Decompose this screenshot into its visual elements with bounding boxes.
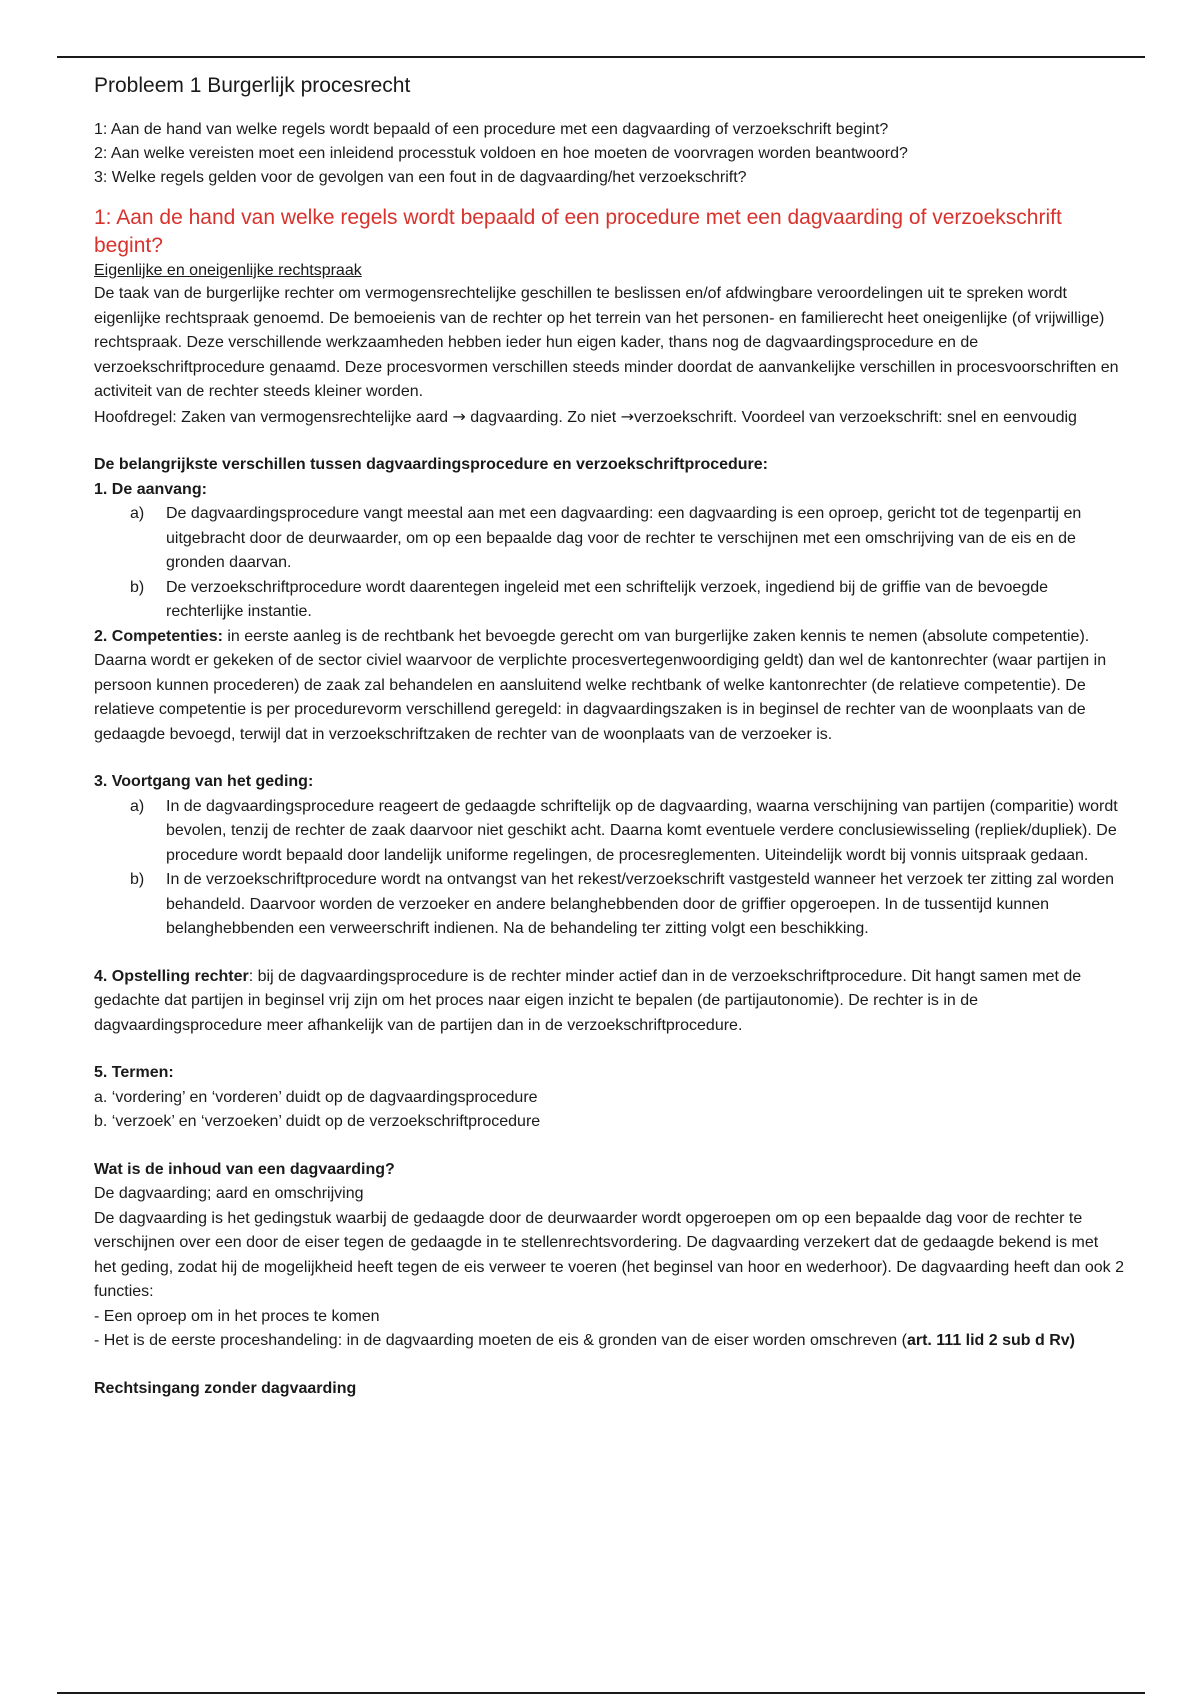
list-label: b): [130, 578, 145, 596]
question-2: 2: Aan welke vereisten moet een inleidend processtuk voldoen en hoe moeten de voorvragen worden beantwoord?: [94, 145, 908, 162]
functie-1: - Een oproep om in het proces te komen: [94, 1307, 380, 1325]
hoofdregel-part-b: dagvaarding. Zo niet: [470, 408, 617, 426]
document-title: Probleem 1 Burgerlijk procesrecht: [94, 74, 411, 97]
list-text: De verzoekschriftprocedure wordt daarentegen ingeleid met een schriftelijk verzoek, ingediend bij de griffie van de bevoegde rechterlijke instantie.: [166, 578, 1049, 620]
rechtsingang-heading: Rechtsingang zonder dagvaarding: [94, 1379, 357, 1397]
list-text: In de verzoekschriftprocedure wordt na ontvangst van het rekest/verzoekschrift vastgesteld wanneer het verzoek ter zitting zal worden behandeld. Daarvoor worden de verzoeker en andere belanghebbenden door de griffier opgeroepen. In de tussentijd kunnen belanghebbenden een verweerschrift indienen. Na de behandeling ter zitting volgt een beschikking.: [166, 871, 1115, 937]
list-item: [94, 868, 1124, 942]
bottom-rule: [57, 1692, 1145, 1694]
termen-a: a. ‘vordering’ en ‘vorderen’ duidt op de dagvaardingsprocedure: [94, 1088, 538, 1106]
competenties-label: 2. Competenties:: [94, 627, 223, 645]
section-1-heading: 1: Aan de hand van welke regels wordt bepaald of een procedure met een dagvaarding of verzoekschrift begint?: [94, 206, 1062, 257]
arrow-right-icon: →: [452, 406, 466, 426]
functie-2: [94, 1329, 1124, 1354]
hoofdregel-part-a: Hoofdregel: Zaken van vermogensrechtelijke aard: [94, 408, 448, 426]
top-rule: [57, 56, 1145, 58]
opstelling-text: : bij de dagvaardingsprocedure is de rechter minder actief dan in de verzoekschriftprocedure. Dit hangt samen met de gedachte dat partijen in beginsel vrij zijn om het proces naar eigen inzicht te bepalen (de partijautonomie). De rechter is in de dagvaardingsprocedure meer afhankelijk van de partijen dan in de verzoekschriftprocedure.: [94, 967, 1082, 1034]
competenties-text: in eerste aanleg is de rechtbank het bevoegde gerecht om van burgerlijke zaken kennis te nemen (absolute competentie). Daarna wordt er gekeken of de sector civiel waarvoor de verplichte procesvertegenwoordiging geldt) dan wel de kantonrechter (waar partijen in persoon kunnen procederen) de zaak zal behandelen en aansluitend welke rechtbank of welke kantonrechter (de relatieve competentie). De relatieve competentie is per procedurevorm verschillend geregeld: in dagvaardingszaken is in beginsel de rechter van de woonplaats van de gedaagde bevoegd, terwijl dat in verzoekschriftzaken de rechter van de woonplaats van de verzoeker is.: [94, 627, 1107, 743]
list-item: [94, 576, 1124, 625]
list-label: b): [130, 871, 145, 888]
document-page: [94, 74, 1124, 1401]
list-item: [94, 795, 1124, 869]
list-text: In de dagvaardingsprocedure reageert de gedaagde schriftelijk op de dagvaarding, waarna verschijning van partijen (comparitie) wordt bevolen, tenzij de rechter de zaak daarvoor niet geschikt acht. Daarna komt eventuele verdere conclusiewisseling (repliek/dupliek). De procedure wordt bepaald door landelijk uniforme regelingen, de procesreglementen. Uiteindelijk wordt bij vonnis uitspraak gedaan.: [166, 797, 1118, 864]
paragraph-opstelling: [94, 965, 1124, 1039]
inhoud-heading: Wat is de inhoud van een dagvaarding?: [94, 1160, 395, 1178]
subheading-rechtspraak: Eigenlijke en oneigenlijke rechtspraak: [94, 262, 362, 279]
verschillen-heading: De belangrijkste verschillen tussen dagvaardingsprocedure en verzoekschriftprocedure:: [94, 456, 769, 473]
paragraph-rechtspraak: De taak van de burgerlijke rechter om vermogensrechtelijke geschillen te beslissen en/of afdwingbare veroordelingen uit te spreken wordt eigenlijke rechtspraak genoemd. De bemoeienis van de rechter op het terrein van het personen- en familierecht heet oneigenlijke (of vrijwillige) rechtspraak. Deze verschillende werkzaamheden hebben ieder hun eigen kader, thans nog de dagvaardingsprocedure en de verzoekschriftprocedure genaamd. Deze procesvormen verschillen steeds minder doordat de aanvankelijke verschillen in procesvoorschriften en activiteit van de rechter steeds kleiner worden.: [94, 285, 1119, 400]
functie-2-reference: art. 111 lid 2 sub d Rv): [906, 1332, 1075, 1349]
list-label: a): [130, 505, 145, 522]
question-3: 3: Welke regels gelden voor de gevolgen van een fout in de dagvaarding/het verzoekschrift?: [94, 169, 747, 186]
question-list: [94, 118, 1124, 190]
paragraph-competenties: [94, 625, 1124, 748]
arrow-right-icon: →: [620, 406, 635, 426]
functie-2-text: - Het is de eerste proceshandeling: in de dagvaarding moeten de eis & gronden van de eiser worden omschreven (: [94, 1332, 907, 1349]
paragraph-hoofdregel: [94, 405, 1124, 431]
list-item: [94, 502, 1124, 576]
opstelling-label: 4. Opstelling rechter: [94, 967, 249, 985]
list-text: De dagvaardingsprocedure vangt meestal aan met een dagvaarding: een dagvaarding is een oproep, gericht tot de tegenpartij en uitgebracht door de deurwaarder, om op een bepaalde dag voor de rechter te verschijnen met een omschrijving van de eis en de gronden daarvan.: [166, 505, 1082, 571]
paragraph-inhoud: De dagvaarding is het gedingstuk waarbij de gedaagde door de deurwaarder wordt opgeroepen om op een bepaalde dag voor de rechter te verschijnen over een door de eiser tegen de gedaagde in te stellenrechtsvordering. De dagvaarding verzekert dat de gedaagde bekend is met het geding, zodat hij de mogelijkheid heeft tegen de eis verweer te voeren (het beginsel van hoor en wederhoor). De dagvaarding heeft dan ook 2 functies:: [94, 1209, 1125, 1300]
termen-heading: 5. Termen:: [94, 1064, 174, 1081]
termen-b: b. ‘verzoek’ en ‘verzoeken’ duidt op de verzoekschriftprocedure: [94, 1113, 541, 1130]
voortgang-heading: 3. Voortgang van het geding:: [94, 773, 314, 790]
aanvang-heading: 1. De aanvang:: [94, 480, 207, 498]
inhoud-subheading: De dagvaarding; aard en omschrijving: [94, 1185, 364, 1202]
list-label: a): [130, 797, 145, 815]
hoofdregel-part-c: verzoekschrift. Voordeel van verzoekschrift: snel en eenvoudig: [634, 408, 1077, 426]
question-1: 1: Aan de hand van welke regels wordt bepaald of een procedure met een dagvaarding of verzoekschrift begint?: [94, 121, 889, 138]
